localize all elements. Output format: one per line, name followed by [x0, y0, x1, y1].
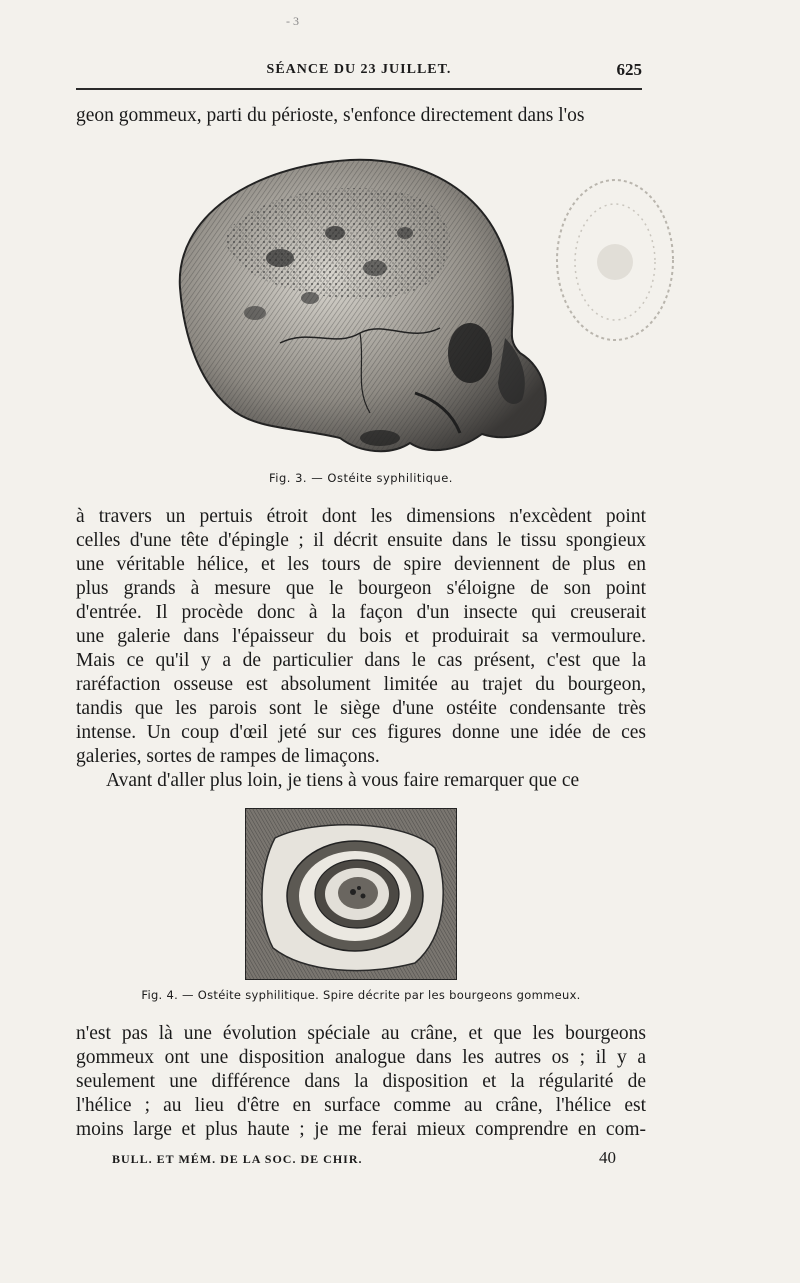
- text-line: gommeux ont une disposition analogue dans les autres os ; il y a: [76, 1047, 646, 1068]
- text-line: moins large et plus haute ; je me ferai mieux comprendre en com-: [76, 1119, 646, 1140]
- text-line: intense. Un coup d'œil jeté sur ces figures donne une idée de ces: [76, 722, 646, 743]
- paragraph-2: [76, 505, 646, 769]
- text-line: celles d'une tête d'épingle ; il décrit ensuite dans le tissu spongieux: [76, 530, 646, 551]
- text-line: raréfaction osseuse est absolument limitée au trajet du bourgeon,: [76, 674, 646, 695]
- figure-4-caption: Fig. 4. — Ostéite syphilitique. Spire décrite par les bourgeons gommeux.: [141, 988, 581, 1002]
- text-line: plus grands à mesure que le bourgeon s'éloigne de son point: [76, 578, 646, 599]
- signature-mark: 40: [599, 1148, 616, 1167]
- text-line: d'entrée. Il procède donc à la façon d'un insecte qui creuserait: [76, 602, 646, 623]
- text-line: une véritable hélice, et les tours de spire deviennent de plus en: [76, 554, 646, 575]
- skull-engraving-figure: [160, 138, 560, 468]
- text-line: seulement une différence dans la disposition et la régularité de: [76, 1071, 646, 1092]
- header-title: SÉANCE DU 23 JUILLET.: [266, 62, 452, 77]
- text-line: une galerie dans l'épaisseur du bois et produirait sa vermoulure.: [76, 626, 646, 647]
- figure-3-caption: Fig. 3. — Ostéite syphilitique.: [269, 471, 453, 485]
- text-line: galeries, sortes de rampes de limaçons.: [76, 746, 380, 767]
- library-stamp-watermark: [540, 170, 675, 355]
- text-line: Avant d'aller plus loin, je tiens à vous faire remarquer que ce: [106, 770, 580, 791]
- text-line: geon gommeux, parti du périoste, s'enfonce directement dans l'os: [76, 105, 585, 126]
- running-header: [76, 58, 642, 90]
- page-number: 625: [616, 60, 642, 79]
- text-line: à travers un pertuis étroit dont les dimensions n'excèdent point: [76, 506, 646, 527]
- text-line: Mais ce qu'il y a de particulier dans le cas présent, c'est que la: [76, 650, 646, 671]
- paragraph-4: [76, 1022, 646, 1142]
- page-footer: [112, 1148, 616, 1172]
- paragraph-3: [76, 769, 646, 793]
- spiral-engraving-figure: [245, 808, 457, 980]
- text-line: l'hélice ; au lieu d'être en surface comme au crâne, l'hélice est: [76, 1095, 646, 1116]
- journal-name: BULL. ET MÉM. DE LA SOC. DE CHIR.: [112, 1152, 363, 1166]
- top-mark: - 3: [286, 14, 299, 28]
- text-line: tandis que les parois sont le siège d'une ostéite condensante très: [76, 698, 646, 719]
- text-line: n'est pas là une évolution spéciale au crâne, et que les bourgeons: [76, 1023, 646, 1044]
- paragraph-1: [76, 104, 646, 128]
